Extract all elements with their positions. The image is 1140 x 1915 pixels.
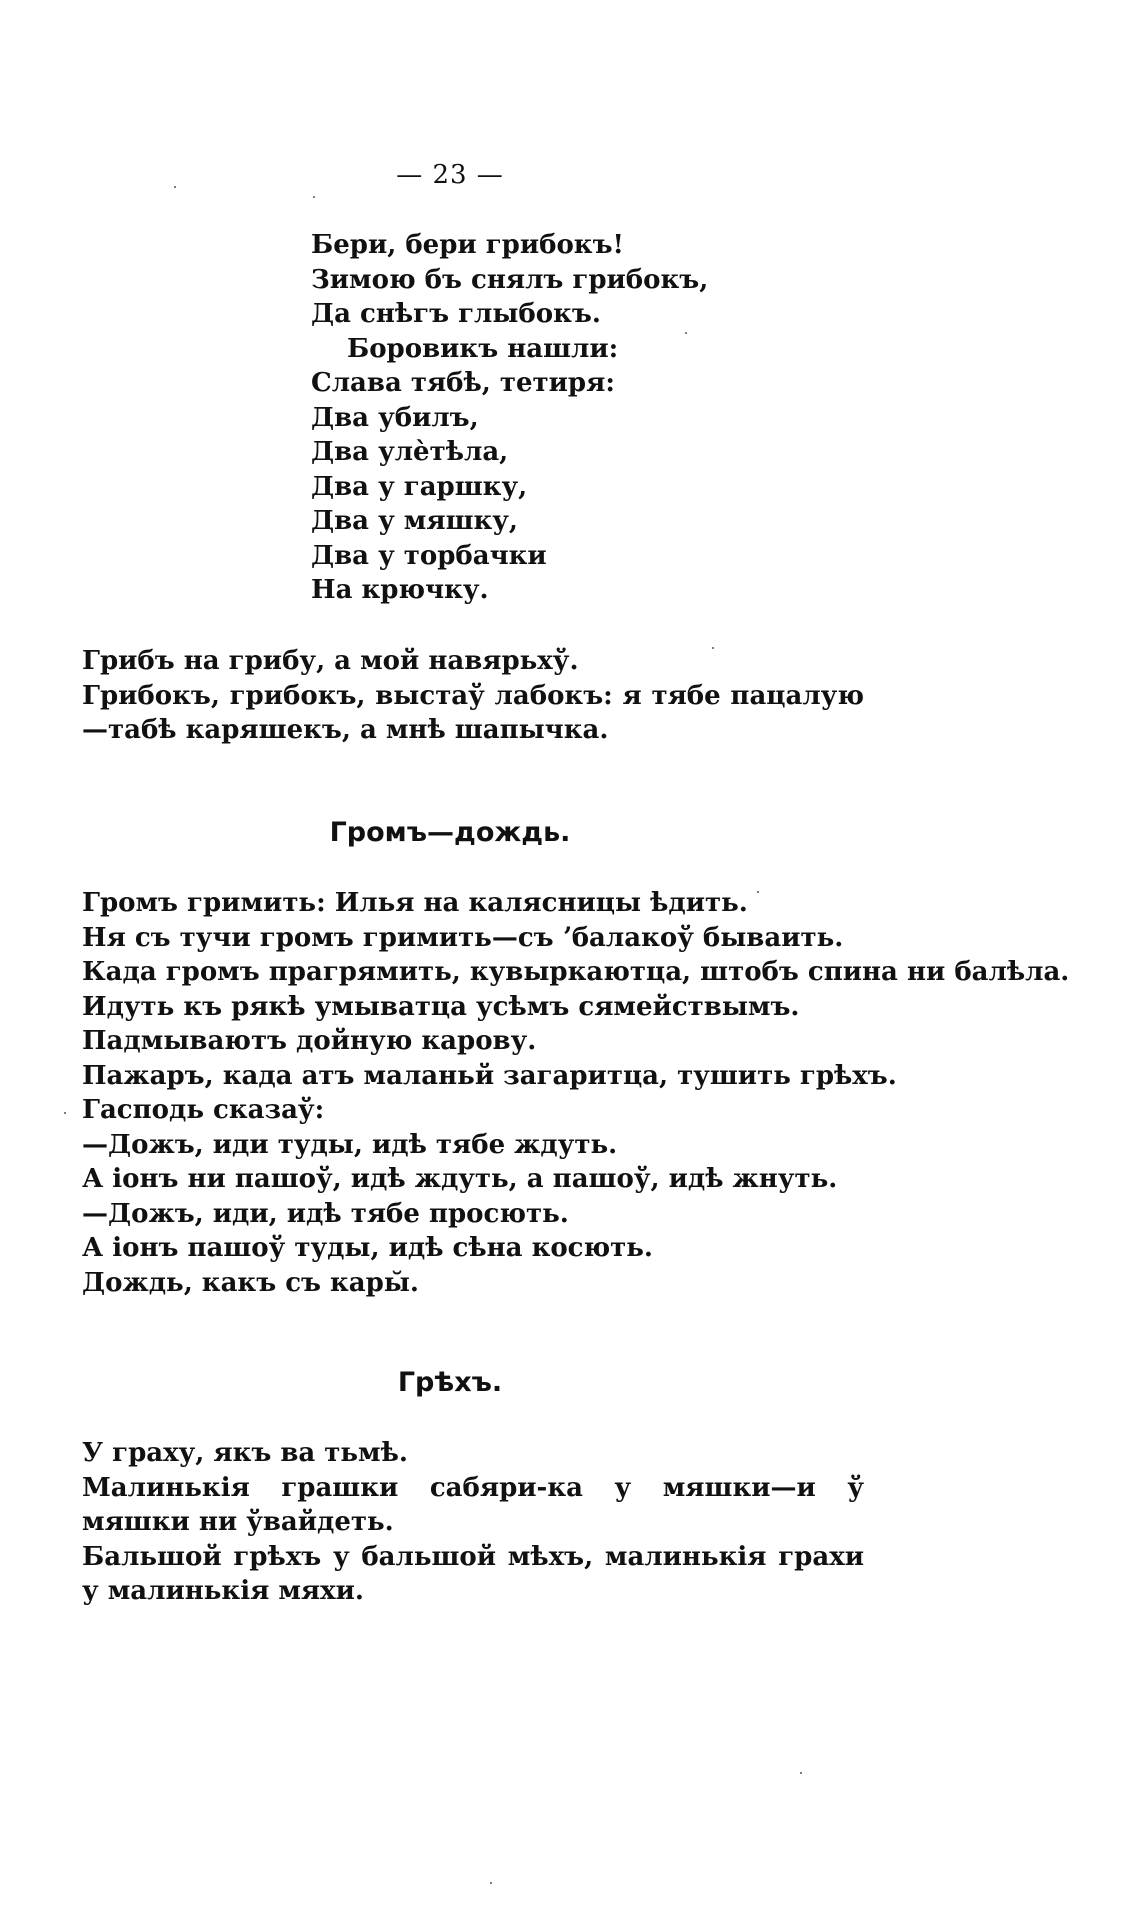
verse-line: Слава тябѣ, тетиря:: [311, 368, 615, 398]
saying-paragraph: У граху, якъ ва тьмѣ.: [82, 1438, 408, 1468]
print-speck: [685, 332, 687, 334]
saying-line: —Дожъ, иди туды, идѣ тябе ждуть.: [82, 1129, 618, 1160]
verse-line: Два у торбачки: [311, 540, 547, 571]
proverb-paragraph: Грибокъ, грибокъ, выстаў лабокъ: я тябе пацалую—табѣ каряшекъ, а мнѣ шапычка.: [82, 680, 864, 745]
grom-sayings: [82, 886, 1069, 1300]
print-speck: [174, 186, 176, 188]
saying-line: Гасподь сказаў:: [82, 1095, 325, 1125]
section-title-grom: Громъ—дождь.: [329, 817, 571, 848]
verse-line: Два у мяшку,: [311, 506, 518, 536]
print-speck: [313, 196, 315, 198]
print-speck: [490, 1882, 492, 1884]
verse-line: Два улѐтѣла,: [311, 437, 509, 467]
saying-line: Идуть къ рякѣ умыватца усѣмъ сямействымъ.: [82, 991, 800, 1022]
print-speck: [64, 1112, 66, 1114]
print-speck: [800, 1772, 802, 1774]
saying-line: Падмываютъ дойную карову.: [82, 1026, 537, 1056]
print-speck: [757, 891, 759, 893]
saying-line: Ня съ тучи громъ гримить—съ ʼбалакоў бываить.: [82, 922, 844, 953]
verse-line: Бери, бери грибокъ!: [311, 230, 624, 260]
section-title-grekh: Грѣхъ.: [397, 1367, 503, 1398]
saying-line: Громъ гримить: Илья на калясницы ѣдить.: [82, 888, 748, 918]
verse-line: Два у гаршку,: [311, 471, 528, 502]
gribok-proverbs: [14, 644, 864, 748]
saying-line: А іонъ ни пашоў, идѣ ждуть, а пашоў, идѣ жнуть.: [82, 1164, 838, 1194]
saying-line: —Дожъ, иди, идѣ тябе просють.: [82, 1198, 569, 1229]
proverb-paragraph: Грибъ на грибу, а мой навярьхў.: [82, 646, 579, 676]
verse-line: Зимою бъ снялъ грибокъ,: [311, 264, 709, 295]
verse-line: Два убилъ,: [311, 402, 479, 433]
saying-line: А іонъ пашоў туды, идѣ сѣна косють.: [82, 1233, 653, 1263]
grekh-sayings: [14, 1436, 864, 1609]
mushroom-verse: [311, 228, 708, 608]
verse-line: Боровикъ нашли:: [347, 333, 619, 364]
verse-line: Да снѣгъ глыбокъ.: [311, 299, 601, 329]
verse-line: На крючку.: [311, 575, 489, 605]
page-number: — 23 —: [396, 160, 504, 190]
saying-line: Када громъ прагрямить, кувыркаютца, штобъ спина ни балѣла.: [82, 957, 1070, 987]
saying-paragraph: Бальшой грѣхъ у бальшой мѣхъ, малинькія грахи у малинькія мяхи.: [82, 1541, 864, 1606]
print-speck: [712, 647, 714, 649]
saying-paragraph: Малинькія грашки сабяри-ка у мяшки—и ў мяшки ни ўвайдеть.: [82, 1472, 864, 1537]
saying-line: Дождь, какъ съ кары̆.: [82, 1267, 419, 1298]
saying-line: Пажаръ, када атъ маланьй загаритца, тушить грѣхъ.: [82, 1060, 897, 1091]
